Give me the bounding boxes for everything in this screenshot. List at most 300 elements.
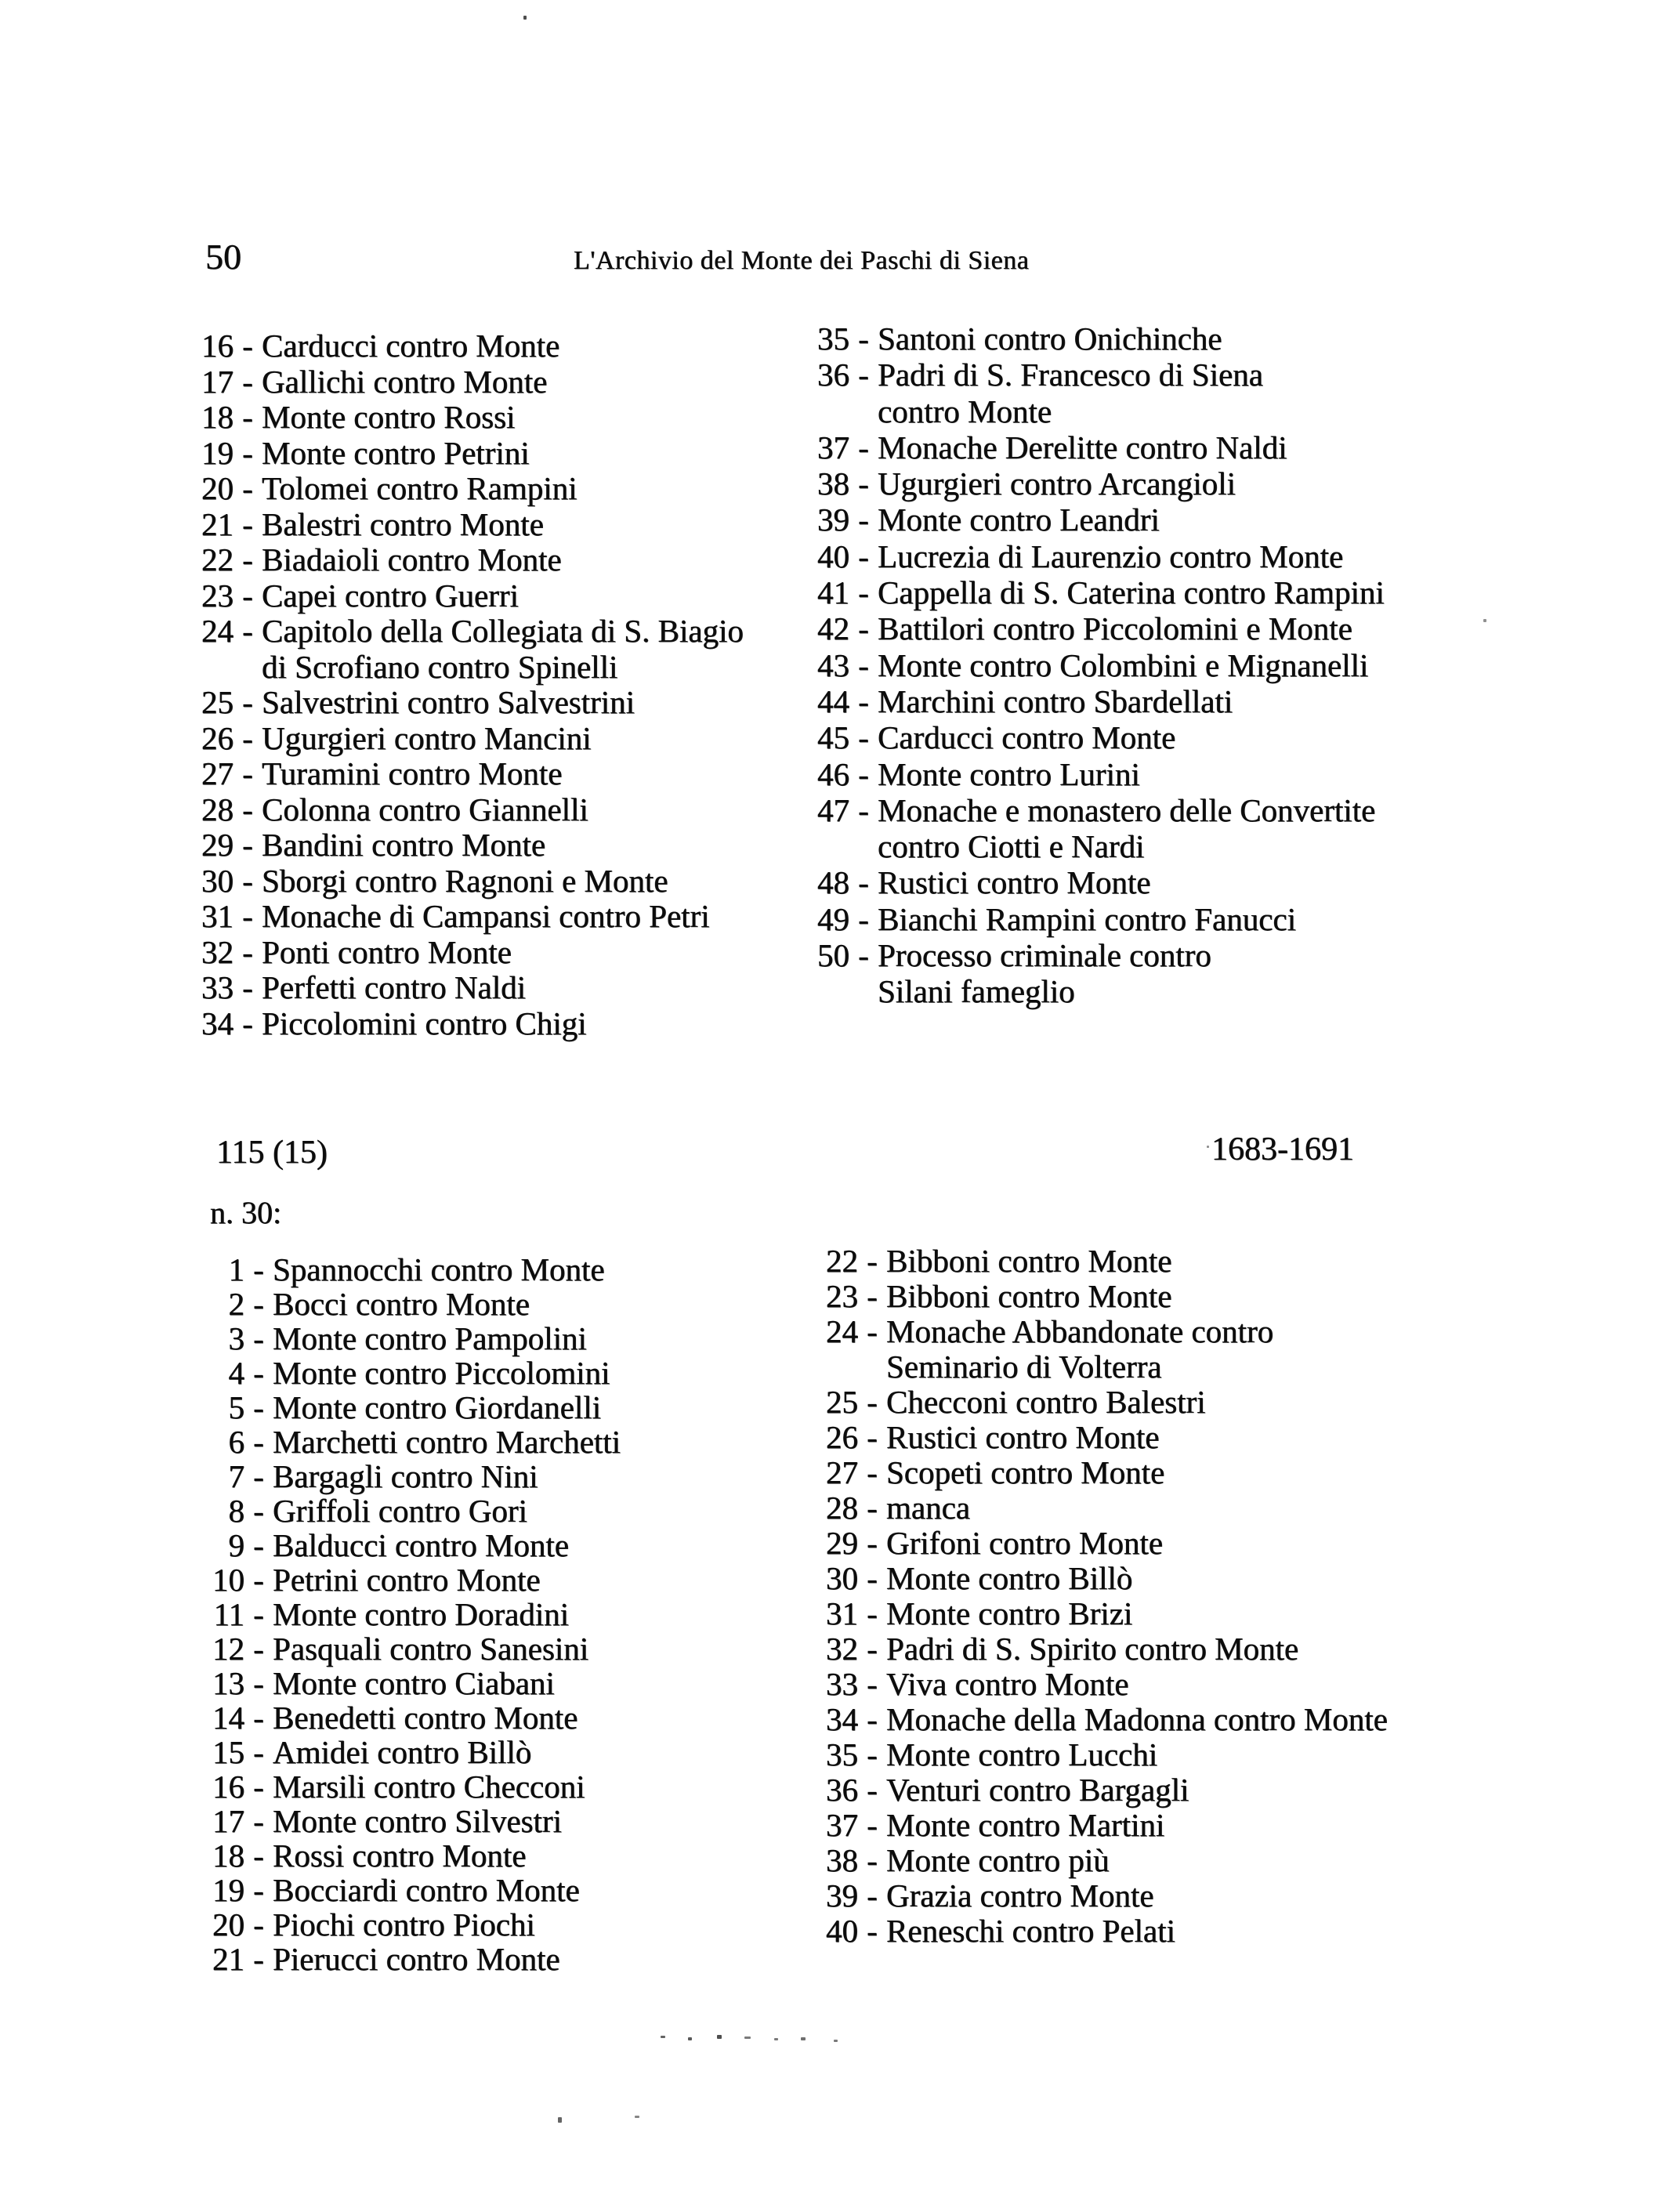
case-number: 26 xyxy=(826,1419,858,1455)
case-row xyxy=(803,1420,1524,1455)
case-row xyxy=(795,538,1500,574)
case-row xyxy=(803,1878,1524,1913)
case-row xyxy=(803,1737,1524,1772)
separator-dash: - xyxy=(858,501,869,538)
case-title: Grazia contro Monte xyxy=(886,1877,1154,1913)
fond-date-range: 1683-1691 xyxy=(1211,1131,1354,1168)
separator-dash: - xyxy=(253,1493,264,1529)
separator-dash: - xyxy=(858,791,869,828)
case-title: Monte contro Leandri xyxy=(878,501,1160,538)
case-number: 12 xyxy=(212,1631,244,1667)
separator-dash: - xyxy=(242,363,253,400)
separator-dash: - xyxy=(253,1458,264,1494)
running-header: L'Archivio del Monte dei Paschi di Siena xyxy=(574,246,1030,275)
case-row xyxy=(190,1700,816,1735)
case-number: 25 xyxy=(826,1384,858,1420)
case-title: Monte contro Ciabani xyxy=(273,1665,555,1701)
scan-speck xyxy=(1207,1146,1209,1148)
case-row xyxy=(179,614,806,685)
separator-dash: - xyxy=(242,505,253,542)
case-title: manca xyxy=(886,1490,970,1526)
case-number: 26 xyxy=(201,719,234,756)
case-title: Capitolo della Collegiata di S. Biagio di Scrofiano contro Spinelli xyxy=(262,613,744,685)
separator-dash: - xyxy=(242,470,253,506)
case-number: 25 xyxy=(201,684,234,720)
case-title: Bibboni contro Monte xyxy=(886,1243,1172,1279)
scan-speck xyxy=(834,2040,838,2042)
case-number: 48 xyxy=(817,864,849,901)
case-number: 33 xyxy=(826,1666,858,1702)
case-row xyxy=(179,364,806,400)
separator-dash: - xyxy=(242,719,253,756)
scan-speck xyxy=(635,2116,639,2118)
case-title: Ugurgieri contro Arcangioli xyxy=(878,465,1236,502)
separator-dash: - xyxy=(867,1454,878,1490)
case-row xyxy=(179,436,806,472)
separator-dash: - xyxy=(858,357,869,393)
case-title: Monte contro Petrini xyxy=(262,434,530,471)
separator-dash: - xyxy=(253,1941,264,1977)
case-title: Monache della Madonna contro Monte xyxy=(886,1701,1388,1737)
case-row xyxy=(803,1561,1524,1596)
case-number: 31 xyxy=(201,898,234,934)
case-row xyxy=(179,792,806,828)
case-title: Monte contro Lucchi xyxy=(886,1736,1158,1772)
case-title: Monte contro Lurini xyxy=(878,755,1140,792)
separator-dash: - xyxy=(858,646,869,683)
case-title: Monte contro Colombini e Mignanelli xyxy=(878,646,1369,683)
case-number: 35 xyxy=(826,1736,858,1772)
separator-dash: - xyxy=(858,320,869,357)
separator-dash: - xyxy=(253,1355,264,1391)
case-row xyxy=(803,1455,1524,1490)
scan-speck xyxy=(717,2035,722,2039)
case-row xyxy=(795,320,1500,357)
separator-dash: - xyxy=(253,1700,264,1736)
separator-dash: - xyxy=(242,541,253,577)
case-title: Lucrezia di Laurenzio contro Monte xyxy=(878,538,1344,574)
case-title: Petrini contro Monte xyxy=(273,1562,541,1598)
case-number: 14 xyxy=(212,1700,244,1736)
case-row xyxy=(795,683,1500,719)
case-number: 38 xyxy=(826,1842,858,1878)
case-number: 41 xyxy=(817,574,849,611)
case-row xyxy=(190,1287,816,1321)
separator-dash: - xyxy=(242,577,253,614)
case-row xyxy=(803,1526,1524,1561)
case-title: Monache di Campansi contro Petri xyxy=(262,898,710,934)
case-row xyxy=(179,721,806,757)
case-title: Monte contro Piccolomini xyxy=(273,1355,610,1391)
case-number: 30 xyxy=(826,1560,858,1596)
case-title: Scopeti contro Monte xyxy=(886,1454,1165,1490)
case-row xyxy=(803,1490,1524,1526)
case-number: 39 xyxy=(817,501,849,538)
case-title: Viva contro Monte xyxy=(886,1666,1129,1702)
case-row xyxy=(190,1321,816,1356)
case-number: 28 xyxy=(826,1490,858,1526)
case-number: 32 xyxy=(826,1631,858,1667)
case-number: 15 xyxy=(212,1734,244,1770)
case-number: 18 xyxy=(201,399,234,435)
separator-dash: - xyxy=(867,1525,878,1561)
case-number: 50 xyxy=(817,937,849,974)
case-number: 9 xyxy=(228,1527,244,1563)
case-row xyxy=(190,1493,816,1528)
case-list-1-right-column xyxy=(795,320,1500,1010)
case-number: 39 xyxy=(826,1877,858,1913)
separator-dash: - xyxy=(867,1807,878,1843)
case-title: Rossi contro Monte xyxy=(273,1837,527,1874)
case-title: Pierucci contro Monte xyxy=(273,1941,560,1977)
separator-dash: - xyxy=(858,429,869,465)
case-list-1-left-column xyxy=(179,328,806,1041)
case-row xyxy=(803,1913,1524,1949)
case-title: Benedetti contro Monte xyxy=(273,1700,578,1736)
separator-dash: - xyxy=(858,465,869,502)
case-number: 40 xyxy=(817,538,849,574)
case-title: Bargagli contro Nini xyxy=(273,1458,538,1494)
separator-dash: - xyxy=(253,1596,264,1632)
separator-dash: - xyxy=(242,684,253,720)
case-row xyxy=(190,1390,816,1425)
separator-dash: - xyxy=(242,862,253,899)
case-number: 37 xyxy=(817,429,849,465)
case-title: Bandini contro Monte xyxy=(262,827,546,863)
case-title: Processo criminale contro Silani fameglio xyxy=(878,937,1211,1010)
case-row xyxy=(179,863,806,900)
case-row xyxy=(179,970,806,1006)
case-number: 6 xyxy=(228,1424,244,1460)
case-row xyxy=(190,1735,816,1769)
separator-dash: - xyxy=(242,613,253,649)
case-number: 2 xyxy=(228,1286,244,1322)
separator-dash: - xyxy=(242,1005,253,1041)
separator-dash: - xyxy=(242,755,253,791)
fond-number-heading: 115 (15) xyxy=(216,1135,328,1171)
separator-dash: - xyxy=(867,1278,878,1314)
case-number: 27 xyxy=(826,1454,858,1490)
case-row xyxy=(795,501,1500,538)
case-number: 8 xyxy=(228,1493,244,1529)
scan-speck xyxy=(558,2117,562,2123)
separator-dash: - xyxy=(867,1736,878,1772)
separator-dash: - xyxy=(242,399,253,435)
case-number: 30 xyxy=(201,862,234,899)
case-title: Monte contro Billò xyxy=(886,1560,1133,1596)
case-title: Reneschi contro Pelati xyxy=(886,1913,1175,1949)
case-title: Santoni contro Onichinche xyxy=(878,320,1222,357)
case-row xyxy=(803,1843,1524,1878)
case-number: 46 xyxy=(817,755,849,792)
case-title: Monte contro più xyxy=(886,1842,1110,1878)
case-row xyxy=(795,574,1500,610)
case-row xyxy=(190,1769,816,1804)
case-number: 34 xyxy=(201,1005,234,1041)
case-number: 17 xyxy=(212,1803,244,1839)
case-number: 4 xyxy=(228,1355,244,1391)
case-number: 40 xyxy=(826,1913,858,1949)
case-number: 32 xyxy=(201,933,234,970)
case-list-2-left-column xyxy=(190,1252,816,1976)
case-row xyxy=(795,357,1500,429)
case-title: Carducci contro Monte xyxy=(878,719,1176,756)
case-row xyxy=(803,1631,1524,1667)
case-title: Amidei contro Billò xyxy=(273,1734,532,1770)
separator-dash: - xyxy=(253,1527,264,1563)
separator-dash: - xyxy=(867,1313,878,1349)
separator-dash: - xyxy=(867,1243,878,1279)
case-row xyxy=(795,465,1500,501)
separator-dash: - xyxy=(253,1286,264,1322)
scan-speck xyxy=(661,2036,665,2038)
case-row xyxy=(795,937,1500,1010)
separator-dash: - xyxy=(242,434,253,471)
case-row xyxy=(803,1279,1524,1314)
case-number: 43 xyxy=(817,646,849,683)
case-row xyxy=(803,1314,1524,1385)
case-number: 36 xyxy=(817,357,849,393)
separator-dash: - xyxy=(867,1772,878,1808)
case-row xyxy=(179,578,806,614)
case-title: Turamini contro Monte xyxy=(262,755,563,791)
separator-dash: - xyxy=(253,1562,264,1598)
case-row xyxy=(190,1666,816,1700)
case-title: Monache Derelitte contro Naldi xyxy=(878,429,1287,465)
case-row xyxy=(795,429,1500,465)
separator-dash: - xyxy=(253,1389,264,1425)
scan-speck xyxy=(744,2037,751,2039)
case-number: 47 xyxy=(817,791,849,828)
case-row xyxy=(803,1808,1524,1843)
separator-dash: - xyxy=(867,1560,878,1596)
scan-speck xyxy=(523,16,527,20)
case-row xyxy=(190,1873,816,1907)
case-number: 37 xyxy=(826,1807,858,1843)
separator-dash: - xyxy=(253,1769,264,1805)
case-row xyxy=(803,1772,1524,1808)
separator-dash: - xyxy=(858,900,869,937)
case-row xyxy=(190,1562,816,1597)
case-row xyxy=(179,827,806,863)
case-title: Spannocchi contro Monte xyxy=(273,1251,605,1287)
separator-dash: - xyxy=(867,1419,878,1455)
case-row xyxy=(803,1702,1524,1737)
case-title: Bianchi Rampini contro Fanucci xyxy=(878,900,1297,937)
case-title: Sborgi contro Ragnoni e Monte xyxy=(262,862,668,899)
case-row xyxy=(795,756,1500,792)
case-title: Balducci contro Monte xyxy=(273,1527,570,1563)
scan-speck xyxy=(774,2038,778,2040)
case-title: Monte contro Doradini xyxy=(273,1596,570,1632)
separator-dash: - xyxy=(858,538,869,574)
page-number: 50 xyxy=(205,237,241,277)
separator-dash: - xyxy=(242,969,253,1005)
case-row xyxy=(190,1838,816,1873)
case-row xyxy=(795,719,1500,755)
case-title: Balestri contro Monte xyxy=(262,505,544,542)
separator-dash: - xyxy=(858,719,869,756)
case-row xyxy=(190,1631,816,1666)
case-row xyxy=(179,400,806,436)
separator-dash: - xyxy=(253,1320,264,1356)
case-row xyxy=(179,507,806,543)
case-number: 35 xyxy=(817,320,849,357)
separator-dash: - xyxy=(242,328,253,364)
case-title: Carducci contro Monte xyxy=(262,328,560,364)
case-number: 34 xyxy=(826,1701,858,1737)
case-number: 18 xyxy=(212,1837,244,1874)
case-number: 24 xyxy=(826,1313,858,1349)
case-title: Bibboni contro Monte xyxy=(886,1278,1172,1314)
case-title: Monte contro Giordanelli xyxy=(273,1389,602,1425)
case-row xyxy=(803,1667,1524,1702)
case-title: Monte contro Silvestri xyxy=(273,1803,562,1839)
case-title: Battilori contro Piccolomini e Monte xyxy=(878,610,1352,647)
case-number: 31 xyxy=(826,1595,858,1631)
case-row xyxy=(803,1244,1524,1279)
case-number: 24 xyxy=(201,613,234,649)
case-title: Marchetti contro Marchetti xyxy=(273,1424,621,1460)
case-row xyxy=(179,935,806,971)
case-title: Biadaioli contro Monte xyxy=(262,541,562,577)
case-row xyxy=(179,899,806,935)
scan-speck xyxy=(688,2037,692,2040)
case-row xyxy=(795,610,1500,646)
separator-dash: - xyxy=(858,574,869,611)
case-title: Monte contro Martini xyxy=(886,1807,1165,1843)
separator-dash: - xyxy=(858,937,869,974)
case-number: 11 xyxy=(213,1596,244,1632)
separator-dash: - xyxy=(253,1665,264,1701)
case-number: 22 xyxy=(826,1243,858,1279)
case-title: Ugurgieri contro Mancini xyxy=(262,719,592,756)
case-number: 45 xyxy=(817,719,849,756)
case-title: Monte contro Rossi xyxy=(262,399,516,435)
case-number: 20 xyxy=(212,1906,244,1942)
case-title: Monache Abbandonate contro Seminario di Volterra xyxy=(886,1313,1274,1385)
case-row xyxy=(190,1252,816,1287)
case-title: Monache e monastero delle Convertite contro Ciotti e Nardi xyxy=(878,791,1376,865)
case-title: Marsili contro Checconi xyxy=(273,1769,585,1805)
case-title: Checconi contro Balestri xyxy=(886,1384,1206,1420)
case-row xyxy=(179,542,806,578)
case-number: 20 xyxy=(201,470,234,506)
case-row xyxy=(190,1528,816,1562)
case-title: Tolomei contro Rampini xyxy=(262,470,578,506)
case-title: Capei contro Guerri xyxy=(262,577,519,614)
scan-speck xyxy=(1483,619,1486,622)
case-number: 33 xyxy=(201,969,234,1005)
case-title: Marchini contro Sbardellati xyxy=(878,682,1233,719)
case-number: 19 xyxy=(212,1872,244,1908)
separator-dash: - xyxy=(867,1631,878,1667)
separator-dash: - xyxy=(253,1734,264,1770)
case-title: Monte contro Pampolini xyxy=(273,1320,587,1356)
case-number: 16 xyxy=(212,1769,244,1805)
case-row xyxy=(795,864,1500,900)
case-row xyxy=(795,792,1500,865)
case-title: Rustici contro Monte xyxy=(886,1419,1160,1455)
scan-speck xyxy=(801,2037,806,2040)
case-title: Piochi contro Piochi xyxy=(273,1906,535,1942)
separator-dash: - xyxy=(858,610,869,647)
case-row xyxy=(190,1907,816,1942)
case-row xyxy=(190,1942,816,1976)
separator-dash: - xyxy=(867,1842,878,1878)
case-title: Venturi contro Bargagli xyxy=(886,1772,1189,1808)
separator-dash: - xyxy=(253,1631,264,1667)
case-title: Monte contro Brizi xyxy=(886,1595,1133,1631)
case-number: 38 xyxy=(817,465,849,502)
separator-dash: - xyxy=(253,1251,264,1287)
case-title: Grifoni contro Monte xyxy=(886,1525,1163,1561)
case-title: Rustici contro Monte xyxy=(878,864,1151,901)
case-number: 22 xyxy=(201,541,234,577)
case-row xyxy=(190,1597,816,1631)
case-number: 21 xyxy=(201,505,234,542)
separator-dash: - xyxy=(867,1595,878,1631)
separator-dash: - xyxy=(253,1837,264,1874)
case-title: Salvestrini contro Salvestrini xyxy=(262,684,635,720)
case-row xyxy=(190,1459,816,1493)
case-title: Piccolomini contro Chigi xyxy=(262,1005,587,1041)
case-number: 10 xyxy=(212,1562,244,1598)
case-row xyxy=(803,1596,1524,1631)
separator-dash: - xyxy=(867,1913,878,1949)
case-number: 23 xyxy=(826,1278,858,1314)
case-title: Ponti contro Monte xyxy=(262,933,512,970)
separator-dash: - xyxy=(242,827,253,863)
case-title: Perfetti contro Naldi xyxy=(262,969,527,1005)
case-number: 7 xyxy=(228,1458,244,1494)
separator-dash: - xyxy=(242,933,253,970)
case-title: Padri di S. Francesco di Siena contro Monte xyxy=(878,357,1263,429)
separator-dash: - xyxy=(858,755,869,792)
case-number: 3 xyxy=(228,1320,244,1356)
separator-dash: - xyxy=(242,791,253,827)
fond-item-count-note: n. 30: xyxy=(210,1195,282,1230)
case-title: Bocci contro Monte xyxy=(273,1286,530,1322)
case-number: 36 xyxy=(826,1772,858,1808)
case-number: 19 xyxy=(201,434,234,471)
case-row xyxy=(190,1356,816,1390)
case-row xyxy=(179,471,806,507)
case-row xyxy=(803,1385,1524,1420)
case-title: Bocciardi contro Monte xyxy=(273,1872,580,1908)
case-number: 44 xyxy=(817,682,849,719)
case-number: 13 xyxy=(212,1665,244,1701)
separator-dash: - xyxy=(242,898,253,934)
case-number: 49 xyxy=(817,900,849,937)
case-number: 29 xyxy=(201,827,234,863)
case-row xyxy=(179,1006,806,1042)
case-title: Gallichi contro Monte xyxy=(262,363,548,400)
case-title: Padri di S. Spirito contro Monte xyxy=(886,1631,1299,1667)
separator-dash: - xyxy=(253,1872,264,1908)
separator-dash: - xyxy=(858,864,869,901)
case-number: 42 xyxy=(817,610,849,647)
case-number: 23 xyxy=(201,577,234,614)
separator-dash: - xyxy=(253,1424,264,1460)
case-row xyxy=(795,647,1500,683)
separator-dash: - xyxy=(867,1701,878,1737)
case-title: Colonna contro Giannelli xyxy=(262,791,588,827)
case-number: 5 xyxy=(228,1389,244,1425)
separator-dash: - xyxy=(867,1666,878,1702)
case-number: 27 xyxy=(201,755,234,791)
separator-dash: - xyxy=(253,1803,264,1839)
